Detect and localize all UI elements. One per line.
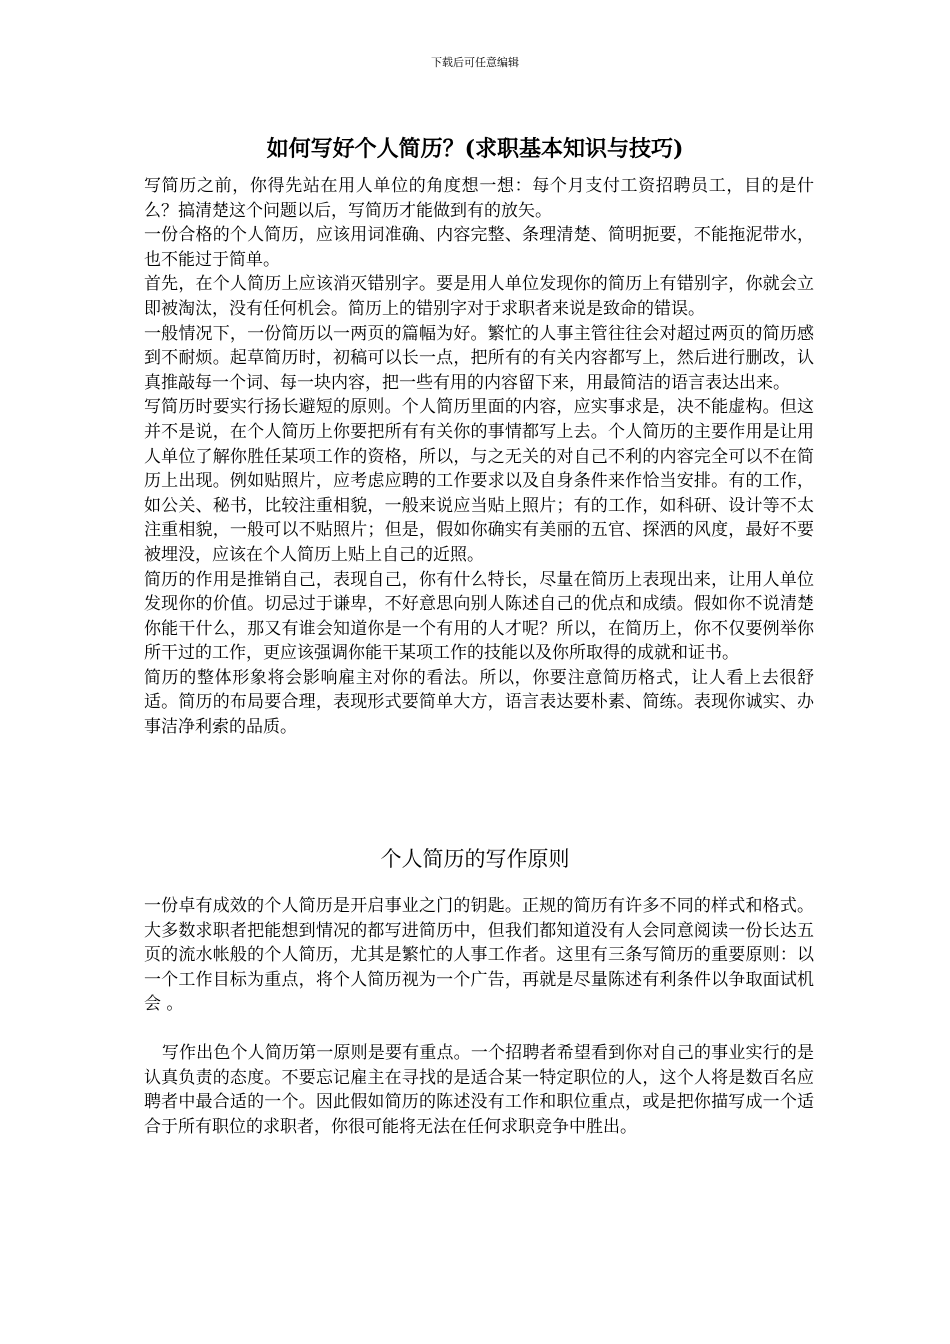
paragraph: 一份合格的个人简历，应该用词准确、内容完整、条理清楚、简明扼要，不能拖泥带水，也不能过于简单。 bbox=[144, 225, 814, 270]
principles-intro-paragraph: 一份卓有成效的个人简历是开启事业之门的钥匙。正规的简历有许多不同的样式和格式。大多数求职者把能想到情况的都写进简历中，但我们都知道没有人会同意阅读一份长达五页的流水帐般的个人简历，尤其是繁忙的人事工作者。这里有三条写简历的重要原则：以一个工作目标为重点，将个人简历视为一个广告，再就是尽量陈述有利条件以争取面试机会 。 bbox=[144, 896, 814, 1015]
paragraph: 写简历时要实行扬长避短的原则。个人简历里面的内容，应实事求是，决不能虚构。但这并不是说，在个人简历上你要把所有有关你的事情都写上去。个人简历的主要作用是让用人单位了解你胜任某项工作的资格，所以，与之无关的对自己不利的内容完全可以不在简历上出现。例如贴照片，应考虑应聘的工作要求以及自身条件来作恰当安排。有的工作，如公关、秘书，比较注重相貌，一般来说应当贴上照片；有的工作，如科研、设计等不太注重相貌，一般可以不贴照片；但是，假如你确实有美丽的五官、探洒的风度，最好不要被埋没，应该在个人简历上贴上自己的近照。 bbox=[144, 397, 814, 565]
principle-one-paragraph: 写作出色个人简历第一原则是要有重点。一个招聘者希望看到你对自己的事业实行的是认真负责的态度。不要忘记雇主在寻找的是适合某一特定职位的人，这个人将是数百名应聘者中最合适的一个。因此假如简历的陈述没有工作和职位重点，或是把你描写成一个适合于所有职位的求职者，你很可能将无法在任何求职竞争中胜出。 bbox=[144, 1042, 814, 1137]
paragraph: 一般情况下，一份简历以一两页的篇幅为好。繁忙的人事主管往往会对超过两页的简历感到不耐烦。起草简历时，初稿可以长一点，把所有的有关内容都写上，然后进行删改，认真推敲每一个词、每一块内容，把一些有用的内容留下来，用最简洁的语言表达出来。 bbox=[144, 323, 814, 393]
section-heading: 个人简历的写作原则 bbox=[380, 847, 570, 871]
paragraph: 简历的整体形象将会影响雇主对你的看法。所以，你要注意简历格式，让人看上去很舒适。简历的布局要合理，表现形式要简单大方，语言表达要朴素、简练。表现你诚实、办事洁净利索的品质。 bbox=[144, 667, 814, 738]
paragraph: 写简历之前，你得先站在用人单位的角度想一想：每个月支付工资招聘员工，目的是什么？搞清楚这个问题以后，写简历才能做到有的放矢。 bbox=[144, 176, 814, 221]
paragraph: 首先，在个人简历上应该消灭错别字。要是用人单位发现你的简历上有错别字，你就会立即被淘汰，没有任何机会。简历上的错别字对于求职者来说是致命的错误。 bbox=[144, 274, 814, 319]
document-title: 如何写好个人简历？(求职基本知识与技巧) bbox=[266, 136, 684, 162]
paragraph: 简历的作用是推销自己，表现自己，你有什么特长，尽量在简历上表现出来，让用人单位发现你的价值。切忌过于谦卑，不好意思向别人陈述自己的优点和成绩。假如你不说清楚你能干什么，那又有谁会知道你是一个有用的人才呢？所以，在简历上，你不仅要例举你所干过的工作，更应该强调你能干某项工作的技能以及你所取得的成就和证书。 bbox=[144, 569, 814, 664]
resume-tips-section bbox=[144, 174, 814, 740]
header-note: 下载后可任意编辑 bbox=[431, 56, 519, 69]
writing-principles-section bbox=[144, 894, 814, 1139]
